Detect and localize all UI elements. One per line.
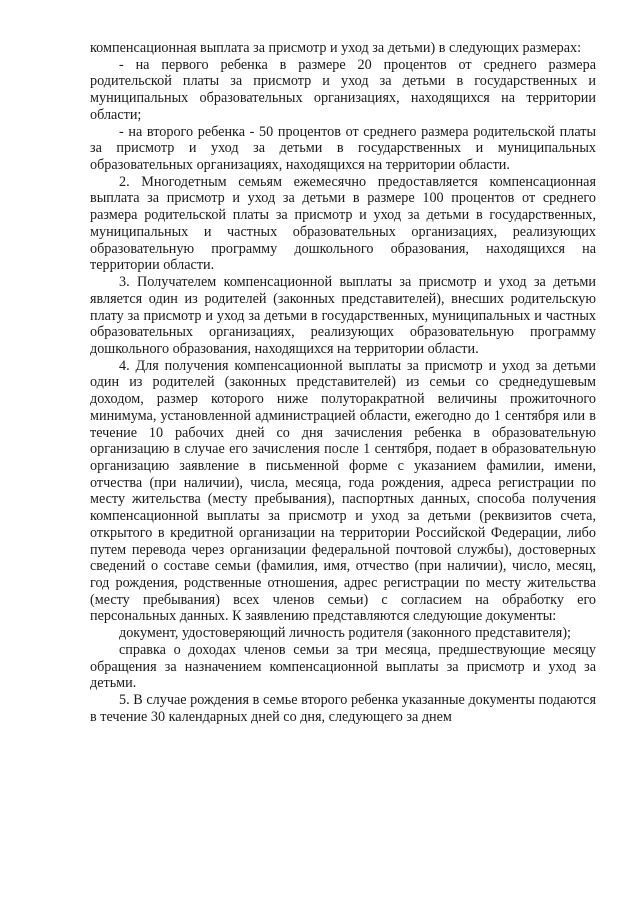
- paragraph-item-4: 4. Для получения компенсационной выплаты за присмотр и уход за детьми один из родителей (законных представителей) из семьи со среднедушевым доходом, размер которого ниже полуторакратной величины прожиточного минимума, установленной администрацией области, ежегодно до 1 сентября или в течение 10 рабочих дней со дня зачисления ребенка в образовательную организацию в случае его зачисления после 1 сентября, подает в образовательную организацию заявление в письменной форме с указанием фамилии, имени, отчества (при наличии), числа, месяца, года рождения, адреса регистрации по месту жительства (месту пребывания), паспортных данных, способа получения компенсационной выплаты за присмотр и уход за детьми (реквизитов счета, открытого в кредитной организации на территории Российской Федерации, либо путем перевода через организации федеральной почтовой службы), достоверных сведений о составе семьи (фамилия, имя, отчество (при наличии), число, месяц, год рождения, родственные отношения, адрес регистрации по месту жительства (месту пребывания) всех членов семьи) с согласием на обработку его персональных данных. К заявлению представляются следующие документы:: [90, 357, 596, 625]
- paragraph-intro-continuation: компенсационная выплата за присмотр и уход за детьми) в следующих размерах:: [90, 40, 582, 56]
- paragraph-item-2: 2. Многодетным семьям ежемесячно предоставляется компенсационная выплата за присмотр и уход за детьми в размере 100 процентов от среднего размера родительской платы за присмотр и уход за детьми в государственных, муниципальных и частных образовательных организациях, реализующих образовательную программу дошкольного образования, находящихся на территории области.: [90, 173, 596, 274]
- paragraph-first-child: - на первого ребенка в размере 20 процентов от среднего размера родительской платы за присмотр и уход за детьми в государственных и муниципальных образовательных организациях, находящихся на территории области;: [90, 56, 596, 123]
- paragraph-second-child: - на второго ребенка - 50 процентов от среднего размера родительской платы за присмотр и уход за детьми в государственных и муниципальных образовательных организациях, находящихся на территории области.: [90, 123, 596, 174]
- paragraph-item-3: 3. Получателем компенсационной выплаты за присмотр и уход за детьми является один из родителей (законных представителей), внесших родительскую плату за присмотр и уход за детьми в государственных, муниципальных и частных образовательных организациях, реализующих образовательную программу дошкольного образования, находящихся на территории области.: [90, 274, 596, 357]
- paragraph-income-certificate: справка о доходах членов семьи за три месяца, предшествующие месяцу обращения за назначением компенсационной выплаты за присмотр и уход за детьми.: [90, 641, 596, 692]
- paragraph-item-5: 5. В случае рождения в семье второго ребенка указанные документы подаются в течение 30 календарных дней со дня, следующего за днем: [90, 692, 596, 725]
- document-body: [90, 40, 596, 725]
- paragraph-document-id: документ, удостоверяющий личность родителя (законного представителя);: [119, 625, 571, 642]
